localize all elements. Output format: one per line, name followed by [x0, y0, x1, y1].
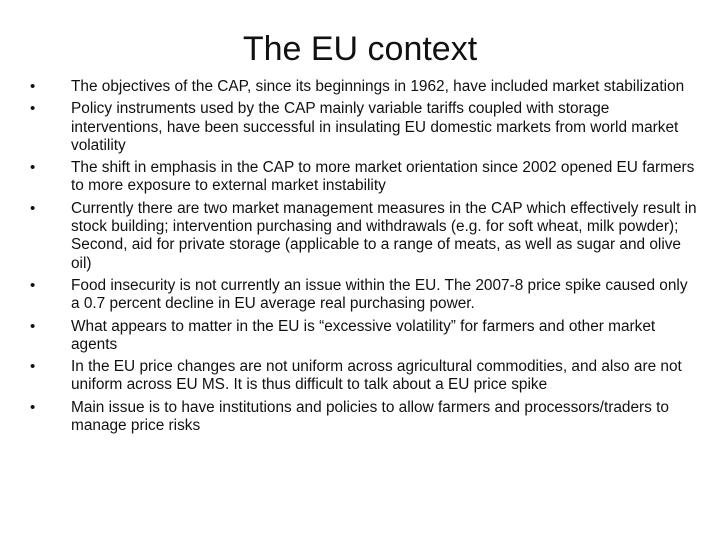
bullet-item: [30, 78, 700, 96]
bullet-text: The objectives of the CAP, since its beginnings in 1962, have included market stabilization: [71, 78, 685, 95]
bullet-list: [30, 78, 700, 439]
bullet-marker: •: [30, 358, 36, 376]
bullet-marker: •: [30, 276, 36, 294]
bullet-text: Currently there are two market management measures in the CAP which effectively result in stock building; intervention purchasing and withdrawals (e.g. for soft wheat, milk powder); Second, aid for private storage (applicable to a range of meats, as well as sugar and olive oil): [71, 199, 697, 272]
bullet-text: Policy instruments used by the CAP mainly variable tariffs coupled with storage interventions, have been successful in insulating EU domestic markets from world market volatility: [71, 100, 679, 154]
bullet-marker: •: [30, 398, 36, 416]
bullet-marker: •: [30, 199, 36, 217]
bullet-text: Main issue is to have institutions and policies to allow farmers and processors/traders to manage price risks: [71, 398, 669, 435]
bullet-text: In the EU price changes are not uniform across agricultural commodities, and also are not uniform across EU MS. It is thus difficult to talk about a EU price spike: [71, 358, 682, 394]
slide-title: The EU context: [242, 30, 478, 68]
bullet-item: [30, 358, 700, 395]
bullet-item: [30, 100, 700, 155]
bullet-text: Food insecurity is not currently an issue within the EU. The 2007-8 price spike caused only a 0.7 percent decline in EU average real purchasing power.: [71, 276, 688, 313]
bullet-marker: •: [30, 317, 36, 335]
bullet-marker: •: [30, 159, 36, 177]
bullet-item: [30, 159, 700, 196]
bullet-item: [30, 318, 700, 355]
bullet-item: [30, 399, 700, 436]
bullet-item: [30, 200, 700, 273]
bullet-item: [30, 277, 700, 314]
bullet-text: What appears to matter in the EU is “excessive volatility” for farmers and other market agents: [71, 317, 656, 353]
bullet-marker: •: [30, 100, 36, 118]
bullet-marker: •: [30, 78, 36, 95]
bullet-text: The shift in emphasis in the CAP to more market orientation since 2002 opened EU farmers to more exposure to external market instability: [71, 159, 695, 195]
